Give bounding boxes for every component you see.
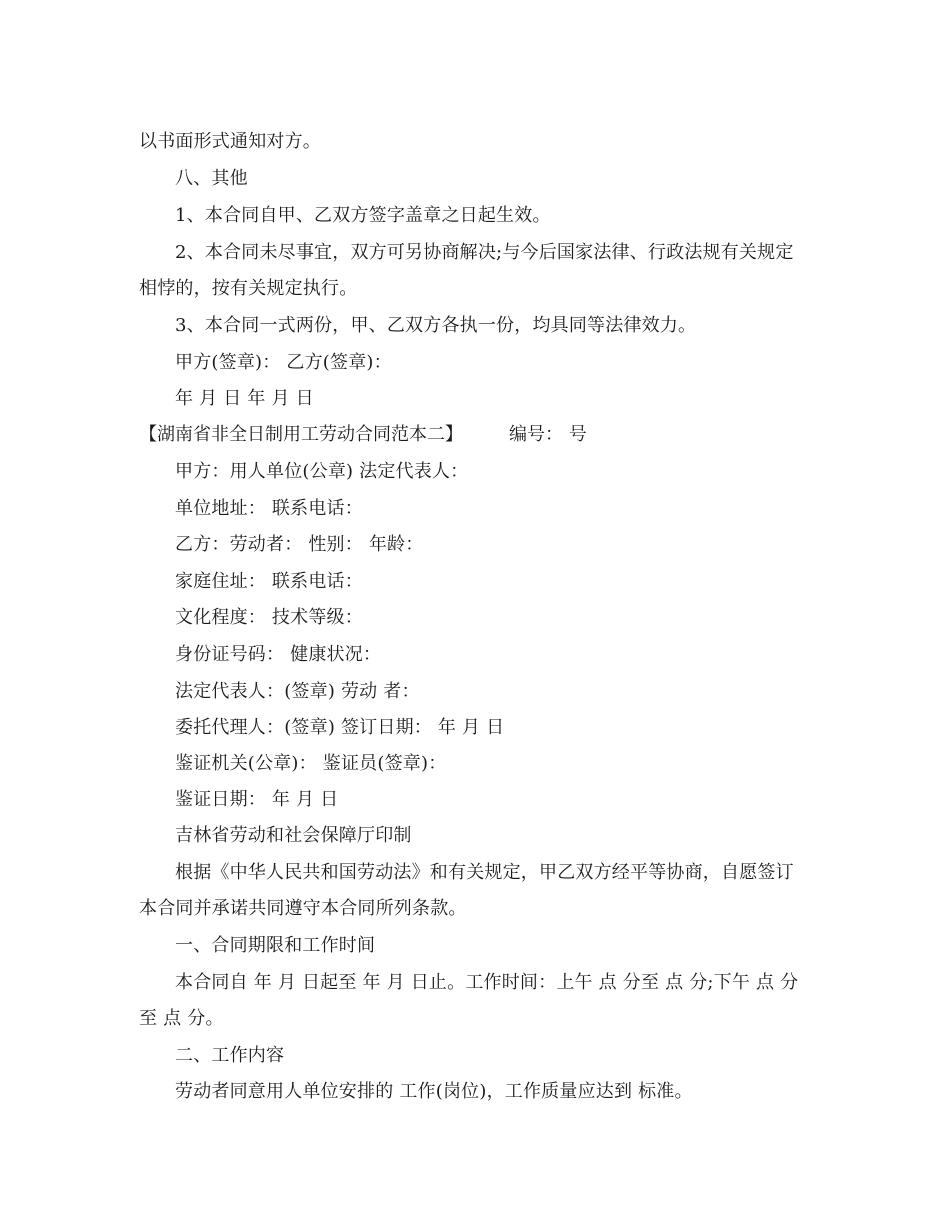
form-line: 单位地址： 联系电话： (175, 498, 363, 519)
signature-line: 甲方(签章)： 乙方(签章)： (175, 352, 392, 373)
form-line: 家庭住址： 联系电话： (175, 571, 363, 592)
section-heading: 二、工作内容 (175, 1045, 285, 1066)
paragraph-line: 以书面形式通知对方。 (139, 131, 321, 152)
paragraph-line: 至 点 分。 (139, 1008, 224, 1029)
paragraph-line: 相悖的，按有关规定执行。 (139, 278, 358, 299)
form-line: 乙方：劳动者： 性别： 年龄： (175, 534, 424, 555)
paragraph-line: 根据《中华人民共和国劳动法》和有关规定，甲乙双方经平等协商，自愿签订 (175, 862, 794, 883)
paragraph-line: 本合同并承诺共同遵守本合同所列条款。 (139, 898, 467, 919)
form-line: 鉴证日期： 年 月 日 (175, 789, 339, 810)
form-line: 甲方：用人单位(公章) 法定代表人： (175, 461, 469, 482)
section-heading: 一、合同期限和工作时间 (175, 935, 376, 956)
section-title-row (139, 423, 587, 447)
section-heading: 八、其他 (175, 168, 248, 189)
paragraph-line: 劳动者同意用人单位安排的 工作(岗位)，工作质量应达到 标准。 (175, 1081, 693, 1102)
number-label: 编号： 号 (509, 424, 587, 445)
form-line: 身份证号码： 健康状况： (175, 644, 382, 665)
form-line: 委托代理人：(签章) 签订日期： 年 月 日 (175, 717, 505, 738)
section-title: 【湖南省非全日制用工劳动合同范本二】 (139, 424, 463, 445)
form-line: 鉴证机关(公章)： 鉴证员(签章)： (175, 753, 447, 774)
paragraph-line: 3、本合同一式两份，甲、乙双方各执一份，均具同等法律效力。 (175, 315, 697, 336)
form-line: 法定代表人：(签章) 劳动 者： (175, 681, 420, 702)
printer-line: 吉林省劳动和社会保障厅印制 (175, 825, 412, 846)
paragraph-line: 2、本合同未尽事宜，双方可另协商解决;与今后国家法律、行政法规有关规定 (175, 242, 794, 263)
paragraph-line: 1、本合同自甲、乙双方签字盖章之日起生效。 (175, 205, 551, 226)
form-line: 文化程度： 技术等级： (175, 607, 363, 628)
paragraph-line: 本合同自 年 月 日起至 年 月 日止。工作时间：上午 点 分至 点 分;下午 点 分 (175, 972, 799, 993)
date-line: 年 月 日 年 月 日 (175, 388, 314, 409)
